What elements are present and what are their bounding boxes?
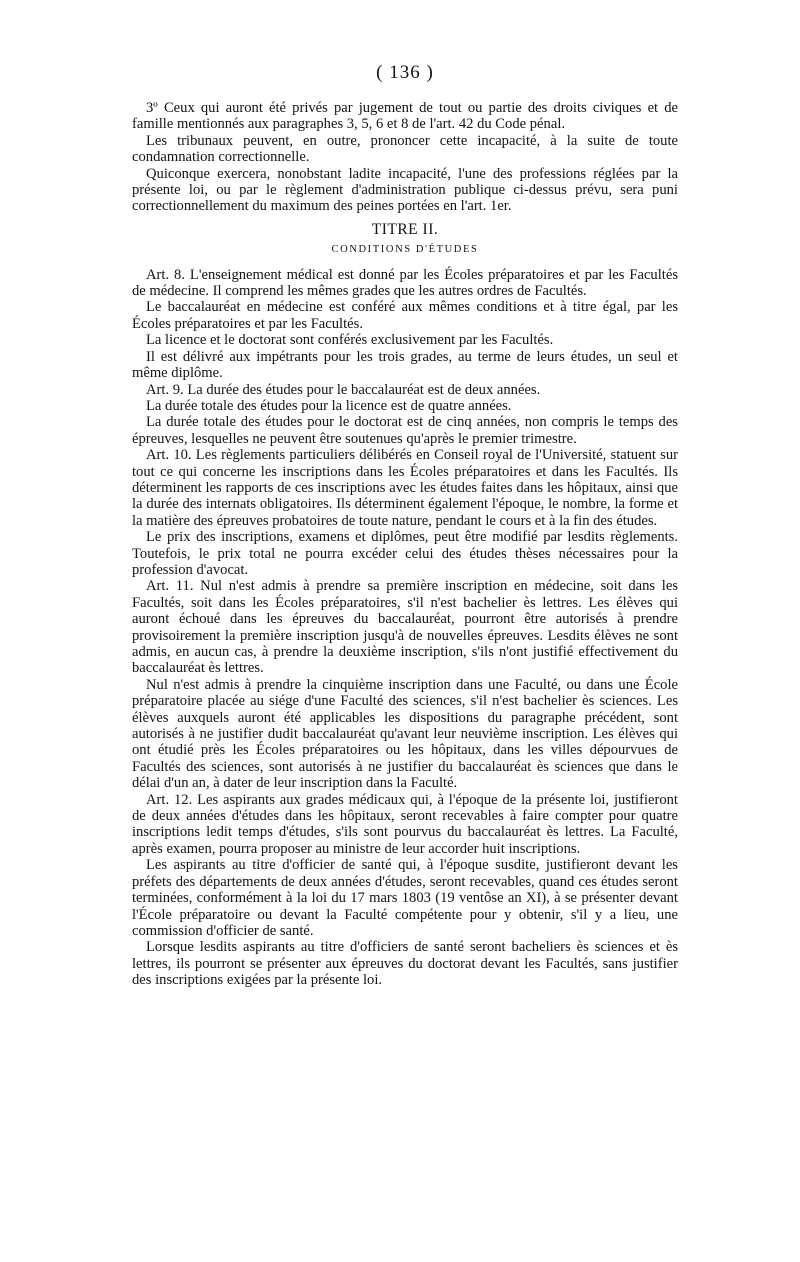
paragraph: Le prix des inscriptions, examens et diplômes, peut être modifié par lesdits règlements. Toutefois, le prix total ne pourra excéder celui des études thèses nécessaires pour la profession d'avocat. <box>132 529 678 578</box>
paragraph: Les tribunaux peuvent, en outre, prononcer cette incapacité, à la suite de toute condamnation correctionnelle. <box>132 132 678 166</box>
paragraph: La durée totale des études pour le doctorat est de cinq années, non compris le temps des épreuves, lesquelles ne peuvent être soutenues qu'après le premier trimestre. <box>132 414 678 447</box>
paragraph: Le baccalauréat en médecine est conféré aux mêmes conditions et à titre égal, par les Écoles préparatoires et par les Facultés. <box>132 299 678 332</box>
page-number: ( 136 ) <box>376 62 434 83</box>
section-title: TITRE II. <box>371 220 439 238</box>
paragraph: La durée totale des études pour la licence est de quatre années. <box>146 397 512 414</box>
paragraph: Art. 12. Les aspirants aux grades médicaux qui, à l'époque de la présente loi, justifieront de deux années d'études dans les hôpitaux, seront recevables à faire compter pour quatre inscriptions ledit temps d'études, s'ils sont pourvus du baccalauréat ès lettres. La Faculté, après examen, pourra proposer au ministre de leur accorder huit inscriptions. <box>132 791 678 857</box>
paragraph: Nul n'est admis à prendre la cinquième inscription dans une Faculté, ou dans une École préparatoire placée au siége d'une Faculté des sciences, s'il n'est bachelier ès sciences. Les élèves auxquels auront été applicables les dispositions du paragraphe précédent, sont autorisés à ne justifier dudit baccalauréat qu'avant leur neuvième inscription. Les élèves qui ont étudié près les Écoles préparatoires ou les hôpitaux, dans les villes dépourvues de Facultés des sciences, sont autorisés à ne justifier du baccalauréat ès sciences que dans le délai d'un an, à dater de leur inscription dans la Faculté. <box>132 676 678 792</box>
section-subtitle: CONDITIONS D'ÉTUDES <box>331 244 479 256</box>
paragraph: 3º Ceux qui auront été privés par jugement de tout ou partie des droits civiques et de famille mentionnés aux paragraphes 3, 5, 6 et 8 de l'art. 42 du Code pénal. <box>132 100 678 133</box>
paragraph: Lorsque lesdits aspirants au titre d'officiers de santé seront bacheliers ès sciences et ès lettres, ils pourront se présenter aux épreuves du doctorat devant les Facultés, sans justifier des inscriptions exigées par la présente loi. <box>132 939 678 989</box>
paragraph: Art. 11. Nul n'est admis à prendre sa première inscription en médecine, soit dans les Facultés, soit dans les Écoles préparatoires, s'il n'est bachelier ès lettres. Les élèves qui auront échoué dans les épreuves du baccalauréat, pourront être autorisés à prendre provisoirement la première inscription jusqu'à de nouvelles épreuves. Lesdits élèves ne sont admis, en aucun cas, à prendre la deuxième inscription, s'ils n'ont justifié effectivement du baccalauréat ès lettres. <box>132 578 678 677</box>
paragraph: Art. 10. Les règlements particuliers délibérés en Conseil royal de l'Université, statuent sur tout ce qui concerne les inscriptions dans les Écoles préparatoires et dans les Facultés. Ils déterminent les rapports de ces inscriptions avec les études faites dans les hôpitaux, ainsi que la durée des internats obligatoires. Ils déterminent également l'époque, le nombre, la forme et la matière des épreuves probatoires de toute nature, pendant le cours et à la fin des études. <box>132 447 678 529</box>
paragraph: Il est délivré aux impétrants pour les trois grades, au terme de leurs études, un seul et même diplôme. <box>132 348 678 382</box>
paragraph: Quiconque exercera, nonobstant ladite incapacité, l'une des professions réglées par la présente loi, ou par le règlement d'administration publique ci-dessus prévu, sera puni correctionnellement du maximum des peines portées en l'art. 1er. <box>132 165 678 215</box>
paragraph: Art. 8. L'enseignement médical est donné par les Écoles préparatoires et par les Facultés de médecine. Il comprend les mêmes grades que les autres ordres de Facultés. <box>132 266 678 300</box>
paragraph: Art. 9. La durée des études pour le baccalauréat est de deux années. <box>146 381 541 398</box>
paragraph: La licence et le doctorat sont conférés exclusivement par les Facultés. <box>146 332 554 349</box>
paragraph: Les aspirants au titre d'officier de santé qui, à l'époque susdite, justifieront devant les préfets des départements de deux années d'études, seront recevables, quand ces études seront terminées, conformément à la loi du 17 mars 1803 (19 ventôse an XI), à se présenter devant l'École préparatoire ou devant la Faculté compétente pour y obtenir, s'il y a lieu, une commission d'officier de santé. <box>132 857 678 939</box>
body-text <box>132 100 678 989</box>
